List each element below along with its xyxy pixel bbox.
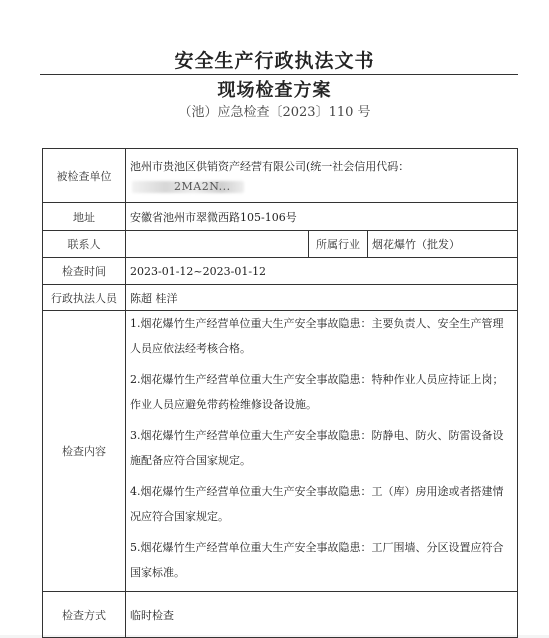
content-item-4: 4.烟花爆竹生产经营单位重大生产安全事故隐患：工（库）房用途或者搭建情况应符合国家规定。	[130, 485, 504, 523]
method-label: 检查方式	[43, 592, 126, 638]
table-row-method	[43, 592, 518, 638]
document-subtitle: 现场检查方案	[217, 80, 332, 101]
inspected-unit-name: 池州市贵池区供销资产经营有限公司(统一社会信用代码：	[130, 160, 410, 173]
officers-label: 行政执法人员	[43, 285, 126, 311]
document-number: （池）应急检查〔2023〕110 号	[178, 105, 371, 120]
inspected-unit-label: 被检查单位	[43, 149, 126, 203]
officers-value: 陈超 桂洋	[126, 285, 518, 311]
table-row-address	[43, 203, 518, 231]
inspected-unit-value	[126, 149, 518, 203]
title-divider	[40, 74, 518, 75]
inspection-plan-table	[42, 148, 518, 638]
contact-label: 联系人	[43, 231, 126, 258]
table-row-inspected-unit	[43, 149, 518, 203]
document-title: 安全生产行政执法文书	[174, 50, 375, 72]
credit-code-fragment: 2MA2N...	[174, 180, 231, 193]
content-label: 检查内容	[43, 311, 126, 592]
content-item-3: 3.烟花爆竹生产经营单位重大生产安全事故隐患：防静电、防火、防雷设备设施配备应符合国家规定。	[130, 429, 504, 467]
content-value	[126, 311, 518, 592]
contact-value	[126, 231, 309, 258]
content-item-1: 1.烟花爆竹生产经营单位重大生产安全事故隐患：主要负责人、安全生产管理人员应依法经考核合格。	[130, 317, 504, 355]
content-item-2: 2.烟花爆竹生产经营单位重大生产安全事故隐患：特种作业人员应持证上岗；作业人员应避免带药检维修设备设施。	[130, 373, 504, 411]
content-item-5: 5.烟花爆竹生产经营单位重大生产安全事故隐患：工厂围墙、分区设置应符合国家标准。	[130, 541, 504, 579]
address-value: 安徽省池州市翠微西路105-106号	[126, 203, 518, 231]
table-row-inspection-time	[43, 258, 518, 285]
inspection-time-label: 检查时间	[43, 258, 126, 285]
industry-label: 所属行业	[309, 231, 368, 258]
inspection-time-value: 2023-01-12~2023-01-12	[126, 258, 518, 285]
table-row-officers	[43, 285, 518, 311]
table-row-content	[43, 311, 518, 592]
table-row-contact	[43, 231, 518, 258]
industry-value: 烟花爆竹（批发）	[368, 231, 518, 258]
method-value: 临时检查	[126, 592, 518, 638]
address-label: 地址	[43, 203, 126, 231]
